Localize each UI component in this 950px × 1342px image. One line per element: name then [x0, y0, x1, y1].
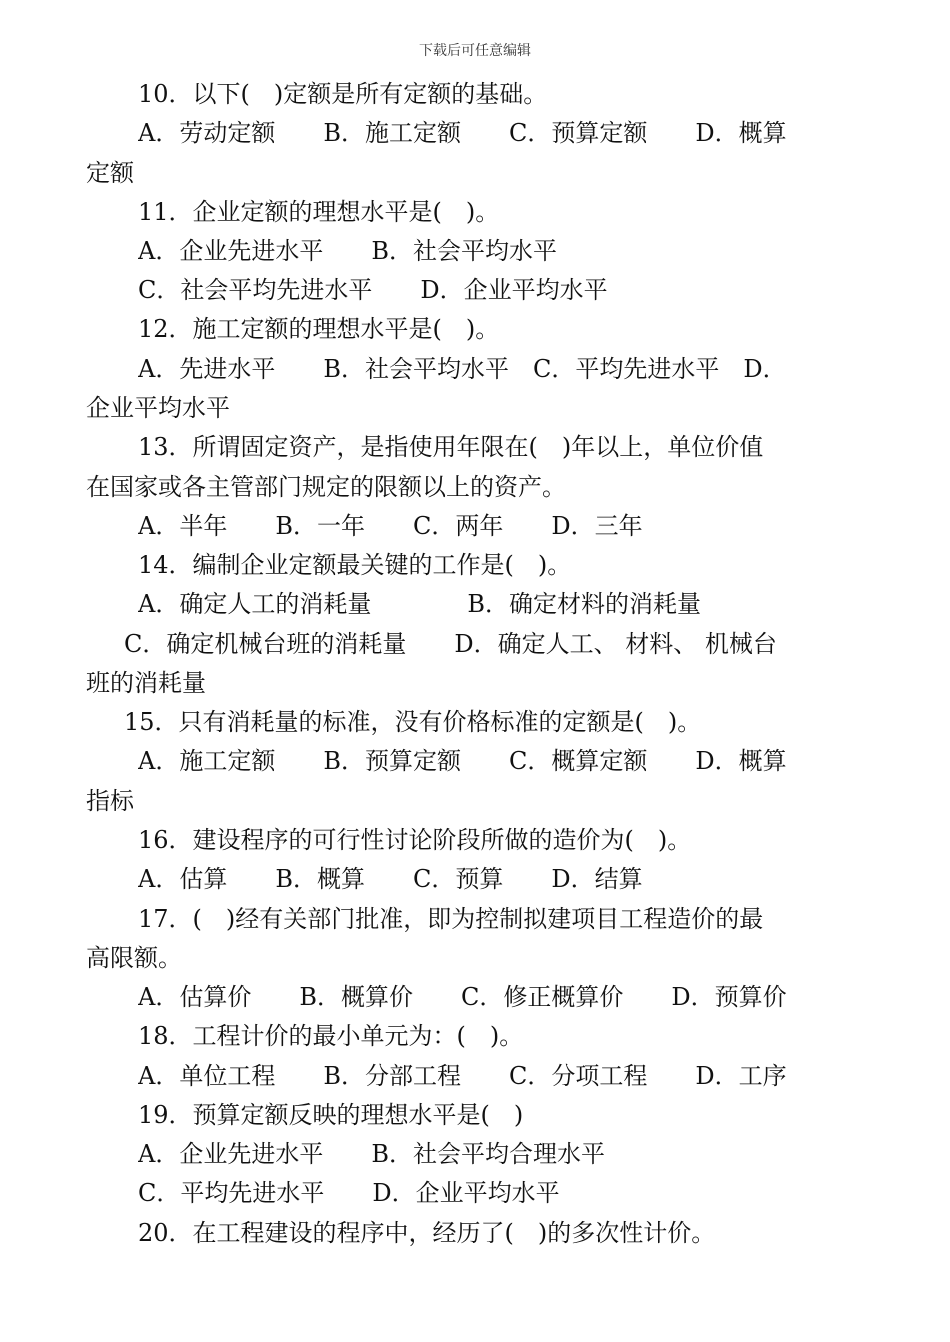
- q16-options: A．估算 B．概算 C．预算 D．结算: [138, 865, 643, 893]
- question-13-cont: 在国家或各主管部门规定的限额以上的资产。: [86, 473, 566, 501]
- question-16: 16．建设程序的可行性讨论阶段所做的造价为( )。: [138, 826, 692, 854]
- question-12: 12．施工定额的理想水平是( )。: [138, 315, 500, 343]
- q18-options: A．单位工程 B．分部工程 C．分项工程 D．工序: [138, 1062, 787, 1090]
- question-18: 18．工程计价的最小单元为：( )。: [138, 1022, 524, 1050]
- question-17-cont: 高限额。: [86, 944, 182, 972]
- q12-options-cont: 企业平均水平: [86, 394, 230, 422]
- q10-options: A．劳动定额 B．施工定额 C．预算定额 D．概算: [138, 119, 787, 147]
- q10-options-cont: 定额: [86, 159, 134, 187]
- question-13: 13．所谓固定资产，是指使用年限在( )年以上，单位价值: [138, 433, 764, 461]
- q14-options-cont: 班的消耗量: [86, 669, 206, 697]
- q13-options: A．半年 B．一年 C．两年 D．三年: [138, 512, 643, 540]
- question-15: 15．只有消耗量的标准，没有价格标准的定额是( )。: [124, 708, 702, 736]
- q14-options-ab: A．确定人工的消耗量 B．确定材料的消耗量: [138, 590, 701, 618]
- question-10: 10．以下( )定额是所有定额的基础。: [138, 80, 548, 108]
- q12-options: A．先进水平 B．社会平均水平 C．平均先进水平 D．: [138, 355, 787, 383]
- q11-options-ab: A．企业先进水平 B．社会平均水平: [138, 237, 557, 265]
- q14-options-cd: C．确定机械台班的消耗量 D．确定人工、 材料、 机械台: [124, 630, 777, 658]
- question-11: 11．企业定额的理想水平是( )。: [138, 198, 500, 226]
- question-14: 14．编制企业定额最关键的工作是( )。: [138, 551, 572, 579]
- page-header: 下载后可任意编辑: [419, 43, 531, 59]
- q19-options-ab: A．企业先进水平 B．社会平均合理水平: [138, 1140, 605, 1168]
- q19-options-cd: C．平均先进水平 D．企业平均水平: [138, 1179, 560, 1207]
- q15-options: A．施工定额 B．预算定额 C．概算定额 D．概算: [138, 747, 787, 775]
- question-17: 17．( )经有关部门批准，即为控制拟建项目工程造价的最: [138, 905, 764, 933]
- q15-options-cont: 指标: [86, 787, 134, 815]
- q11-options-cd: C．社会平均先进水平 D．企业平均水平: [138, 276, 608, 304]
- q17-options: A．估算价 B．概算价 C．修正概算价 D．预算价: [138, 983, 787, 1011]
- question-20: 20．在工程建设的程序中，经历了( )的多次性计价。: [138, 1219, 716, 1247]
- question-19: 19．预算定额反映的理想水平是( ): [138, 1101, 524, 1129]
